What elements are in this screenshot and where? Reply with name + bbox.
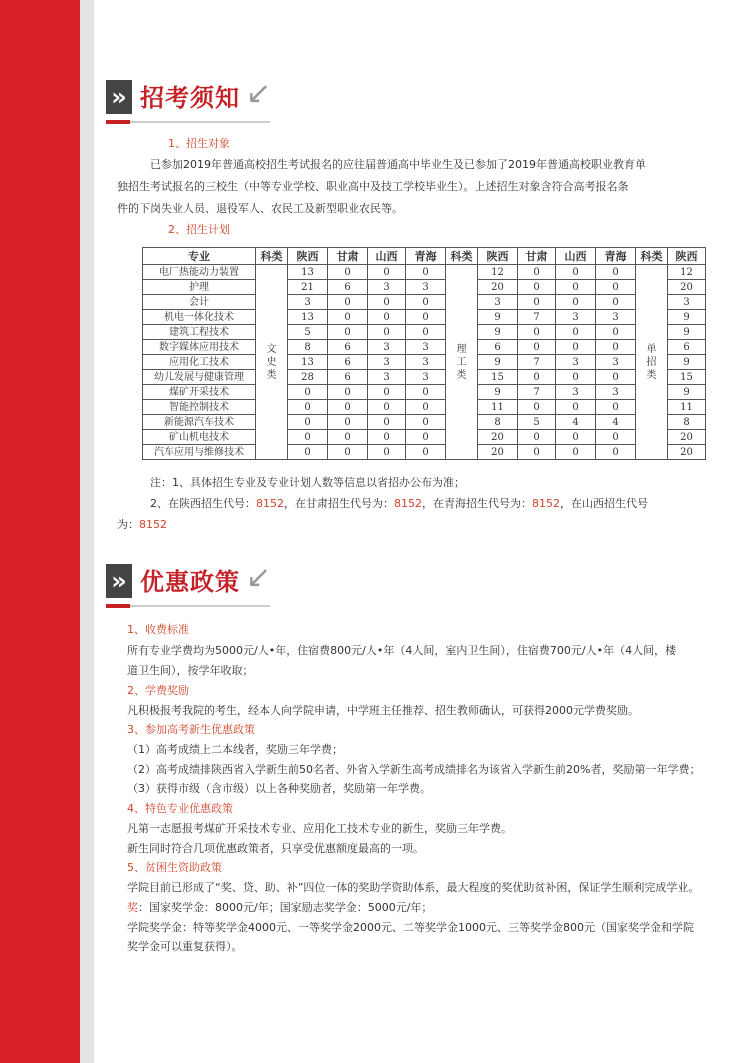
table-cell: 20: [478, 430, 518, 445]
table-cell: 汽车应用与维修技术: [143, 445, 256, 460]
paragraph-line: [127, 898, 432, 918]
table-cell: 0: [368, 400, 406, 415]
table-cell: 0: [328, 415, 368, 430]
category-char: 单: [646, 343, 657, 355]
section-title: 优惠政策: [140, 568, 240, 596]
table-cell: 4: [596, 415, 636, 430]
table-cell: 0: [368, 415, 406, 430]
table-cell: 20: [478, 280, 518, 295]
table-cell: 0: [328, 265, 368, 280]
paragraph-line: 道卫生间），按学年收取；: [127, 664, 254, 677]
paragraph-line: （2）高考成绩排陕西省入学新生前50名者、外省入学新生高考成绩排名为该省入学新生前20%者，奖励第一年学费；: [127, 763, 701, 776]
category-char: 文: [266, 343, 277, 355]
arrow-down-left-icon: ↙: [246, 76, 272, 111]
table-cell: 11: [668, 400, 706, 415]
table-cell: 0: [596, 430, 636, 445]
section-header-policy: [106, 560, 286, 610]
paragraph-line: 所有专业学费均为5000元/人•年，住宿费800元/人•年（4人间，室内卫生间），住宿费700元/人•年（4人间，楼: [127, 644, 677, 657]
table-cell: 21: [288, 280, 328, 295]
category-cell: [256, 265, 288, 460]
table-cell: 13: [288, 310, 328, 325]
table-cell: 11: [478, 400, 518, 415]
item-title: 2、招生计划: [168, 223, 230, 236]
table-cell: 0: [596, 400, 636, 415]
column-header: 陕西: [668, 248, 706, 265]
table-cell: 0: [596, 265, 636, 280]
table-row: [143, 310, 706, 325]
column-header: 青海: [596, 248, 636, 265]
table-cell: 矿山机电技术: [143, 430, 256, 445]
item-title: 2、学费奖励: [127, 684, 189, 697]
table-cell: 0: [368, 295, 406, 310]
item-title: 3、参加高考新生优惠政策: [127, 723, 255, 736]
table-cell: 8: [478, 415, 518, 430]
table-cell: 0: [328, 310, 368, 325]
paragraph-line: 已参加2019年普通高校招生考试报名的应往届普通高中毕业生及已参加了2019年普通高校职业教育单: [150, 158, 646, 171]
paragraph-line: 凡积极报考我院的考生，经本人向学院申请，中学班主任推荐、招生教师确认，可获得2000元学费奖励。: [127, 704, 639, 717]
table-cell: 0: [596, 325, 636, 340]
table-row: [143, 415, 706, 430]
table-cell: 12: [478, 265, 518, 280]
table-cell: 6: [328, 340, 368, 355]
table-cell: 3: [368, 280, 406, 295]
item-title: 5、贫困生资助政策: [127, 861, 222, 874]
table-cell: 3: [406, 340, 446, 355]
paragraph-line: 奖学金可以重复获得）。: [127, 940, 243, 953]
table-cell: 13: [288, 355, 328, 370]
table-cell: 0: [518, 445, 556, 460]
column-header: 陕西: [478, 248, 518, 265]
table-cell: 0: [596, 340, 636, 355]
paragraph-line: （3）获得市级（含市级）以上各种奖励者，奖励第一年学费。: [127, 782, 431, 795]
table-cell: 0: [368, 265, 406, 280]
table-cell: 0: [406, 430, 446, 445]
table-cell: 20: [668, 430, 706, 445]
table-cell: 3: [596, 355, 636, 370]
table-cell: 0: [406, 265, 446, 280]
table-cell: 0: [596, 295, 636, 310]
table-cell: 20: [668, 280, 706, 295]
table-cell: 6: [668, 340, 706, 355]
table-cell: 0: [518, 265, 556, 280]
left-red-band: [0, 0, 80, 1063]
table-cell: 0: [596, 280, 636, 295]
table-cell: 会计: [143, 295, 256, 310]
table-cell: 3: [596, 385, 636, 400]
paragraph-line: 新生同时符合几项优惠政策者，只享受优惠额度最高的一项。: [127, 842, 424, 855]
category-char: 类: [266, 369, 277, 381]
table-cell: 智能控制技术: [143, 400, 256, 415]
table-row: [143, 295, 706, 310]
category-char: 理: [456, 343, 467, 355]
column-header: 甘肃: [328, 248, 368, 265]
table-row: [143, 385, 706, 400]
table-cell: 3: [478, 295, 518, 310]
table-cell: 0: [328, 385, 368, 400]
enrollment-code: 8152: [532, 497, 560, 510]
highlight-text: 奖: [127, 901, 138, 914]
title-underline-grey: [130, 605, 270, 607]
category-cell: [446, 265, 478, 460]
table-cell: 13: [288, 265, 328, 280]
enrollment-code: 8152: [139, 518, 167, 531]
column-header: 山西: [556, 248, 596, 265]
table-cell: 6: [478, 340, 518, 355]
table-cell: 0: [596, 370, 636, 385]
column-header: 青海: [406, 248, 446, 265]
table-cell: 12: [668, 265, 706, 280]
table-cell: 0: [288, 385, 328, 400]
column-header: 专业: [143, 248, 256, 265]
paragraph-line: 凡第一志愿报考煤矿开采技术专业、应用化工技术专业的新生，奖励三年学费。: [127, 822, 512, 835]
table-cell: 0: [596, 445, 636, 460]
table-row: [143, 445, 706, 460]
table-cell: 0: [328, 430, 368, 445]
table-cell: 0: [556, 280, 596, 295]
note-line: [150, 494, 648, 514]
table-cell: 3: [406, 355, 446, 370]
enrollment-code: 8152: [394, 497, 422, 510]
table-cell: 机电一体化技术: [143, 310, 256, 325]
section-title: 招考须知: [140, 84, 240, 112]
column-header: 科类: [446, 248, 478, 265]
table-cell: 0: [328, 325, 368, 340]
paragraph-line: 独招生考试报名的三校生（中等专业学校、职业高中及技工学校毕业生）。上述招生对象含符合高考报名条: [117, 180, 629, 193]
double-chevron-icon: »: [106, 564, 132, 598]
table-cell: 0: [556, 265, 596, 280]
table-cell: 0: [556, 340, 596, 355]
table-cell: 0: [556, 445, 596, 460]
enrollment-plan-table: [142, 247, 706, 460]
table-cell: 0: [368, 310, 406, 325]
table-cell: 9: [668, 355, 706, 370]
table-cell: 0: [328, 445, 368, 460]
note-text: 为：: [117, 518, 139, 531]
table-cell: 28: [288, 370, 328, 385]
table-cell: 0: [406, 295, 446, 310]
table-cell: 3: [668, 295, 706, 310]
table-cell: 9: [668, 310, 706, 325]
paragraph-text: ：国家奖学金：8000元/年；国家励志奖学金：5000元/年；: [138, 901, 433, 914]
table-row: [143, 400, 706, 415]
table-cell: 7: [518, 355, 556, 370]
table-cell: 电厂热能动力装置: [143, 265, 256, 280]
table-row: [143, 430, 706, 445]
title-underline: [106, 604, 130, 608]
table-cell: 0: [518, 370, 556, 385]
column-header: 山西: [368, 248, 406, 265]
table-cell: 0: [288, 430, 328, 445]
table-row: [143, 370, 706, 385]
table-cell: 应用化工技术: [143, 355, 256, 370]
paragraph-line: 件的下岗失业人员、退役军人、农民工及新型职业农民等。: [117, 202, 403, 215]
table-cell: 0: [288, 400, 328, 415]
table-cell: 0: [406, 415, 446, 430]
note-line: 注：1、具体招生专业及专业计划人数等信息以省招办公布为准；: [150, 476, 465, 489]
table-cell: 0: [518, 295, 556, 310]
table-cell: 9: [668, 325, 706, 340]
table-cell: 9: [668, 385, 706, 400]
table-cell: 护理: [143, 280, 256, 295]
column-header: 科类: [636, 248, 668, 265]
table-cell: 9: [478, 325, 518, 340]
paragraph-line: 学院奖学金：特等奖学金4000元、一等奖学金2000元、二等奖学金1000元、三等奖学金800元（国家奖学金和学院: [127, 921, 694, 934]
category-char: 类: [646, 369, 657, 381]
paragraph-line: 学院目前已形成了“奖、贷、助、补”四位一体的奖助学资助体系，最大程度的奖优助贫补困，保证学生顺利完成学业。: [127, 881, 700, 894]
table-cell: 9: [478, 355, 518, 370]
table-cell: 0: [328, 400, 368, 415]
category-char: 史: [266, 356, 277, 368]
table-cell: 5: [288, 325, 328, 340]
table-cell: 15: [478, 370, 518, 385]
table-cell: 0: [556, 370, 596, 385]
table-cell: 4: [556, 415, 596, 430]
category-char: 工: [456, 356, 467, 368]
table-cell: 9: [478, 310, 518, 325]
table-row: [143, 340, 706, 355]
table-cell: 0: [288, 445, 328, 460]
item-title: 4、特色专业优惠政策: [127, 802, 233, 815]
table-cell: 0: [406, 445, 446, 460]
table-cell: 3: [596, 310, 636, 325]
table-cell: 0: [518, 280, 556, 295]
table-cell: 20: [478, 445, 518, 460]
table-cell: 0: [406, 385, 446, 400]
table-row: [143, 280, 706, 295]
table-cell: 7: [518, 310, 556, 325]
category-char: 招: [646, 356, 657, 368]
table-cell: 数字媒体应用技术: [143, 340, 256, 355]
table-cell: 0: [556, 400, 596, 415]
table-cell: 8: [288, 340, 328, 355]
table-cell: 3: [556, 355, 596, 370]
table-cell: 3: [406, 280, 446, 295]
item-title: 1、收费标准: [127, 623, 189, 636]
category-cell: [636, 265, 668, 460]
title-underline: [106, 120, 130, 124]
table-cell: 0: [556, 325, 596, 340]
table-cell: 3: [368, 340, 406, 355]
table-cell: 0: [556, 430, 596, 445]
table-cell: 7: [518, 385, 556, 400]
table-cell: 0: [518, 340, 556, 355]
enrollment-code: 8152: [256, 497, 284, 510]
table-cell: 0: [518, 430, 556, 445]
table-cell: 煤矿开采技术: [143, 385, 256, 400]
left-grey-band: [80, 0, 94, 1063]
table-row: [143, 265, 706, 280]
table-cell: 6: [328, 355, 368, 370]
table-cell: 20: [668, 445, 706, 460]
table-cell: 3: [406, 370, 446, 385]
table-cell: 9: [478, 385, 518, 400]
section-header-admission: [106, 76, 286, 126]
table-row: [143, 355, 706, 370]
table-cell: 3: [556, 310, 596, 325]
table-cell: 0: [406, 310, 446, 325]
note-text: 2、在陕西招生代号：: [150, 497, 256, 510]
note-line: [117, 515, 167, 535]
table-cell: 0: [368, 445, 406, 460]
table-cell: 新能源汽车技术: [143, 415, 256, 430]
table-row: [143, 325, 706, 340]
table-cell: 0: [328, 295, 368, 310]
table-cell: 0: [288, 415, 328, 430]
table-header-row: [143, 248, 706, 265]
table-cell: 6: [328, 280, 368, 295]
column-header: 甘肃: [518, 248, 556, 265]
table-cell: 0: [518, 325, 556, 340]
table-cell: 3: [368, 370, 406, 385]
table-cell: 3: [368, 355, 406, 370]
table-cell: 0: [406, 325, 446, 340]
table-cell: 0: [556, 295, 596, 310]
column-header: 科类: [256, 248, 288, 265]
table-cell: 0: [368, 430, 406, 445]
note-text: ，在青海招生代号为：: [422, 497, 532, 510]
table-cell: 3: [288, 295, 328, 310]
item-title: 1、招生对象: [168, 137, 230, 150]
table-cell: 建筑工程技术: [143, 325, 256, 340]
paragraph-line: （1）高考成绩上二本线者，奖励三年学费；: [127, 743, 343, 756]
table-cell: 幼儿发展与健康管理: [143, 370, 256, 385]
table-cell: 0: [368, 325, 406, 340]
table-cell: 0: [368, 385, 406, 400]
table-cell: 8: [668, 415, 706, 430]
note-text: ，在山西招生代号: [560, 497, 648, 510]
table-cell: 0: [406, 400, 446, 415]
title-underline-grey: [130, 121, 270, 123]
table-cell: 6: [328, 370, 368, 385]
arrow-down-left-icon: ↙: [246, 560, 272, 595]
double-chevron-icon: »: [106, 80, 132, 114]
note-text: ，在甘肃招生代号为：: [284, 497, 394, 510]
table-cell: 5: [518, 415, 556, 430]
table-cell: 0: [518, 400, 556, 415]
table-cell: 15: [668, 370, 706, 385]
category-char: 类: [456, 369, 467, 381]
column-header: 陕西: [288, 248, 328, 265]
table-cell: 3: [556, 385, 596, 400]
